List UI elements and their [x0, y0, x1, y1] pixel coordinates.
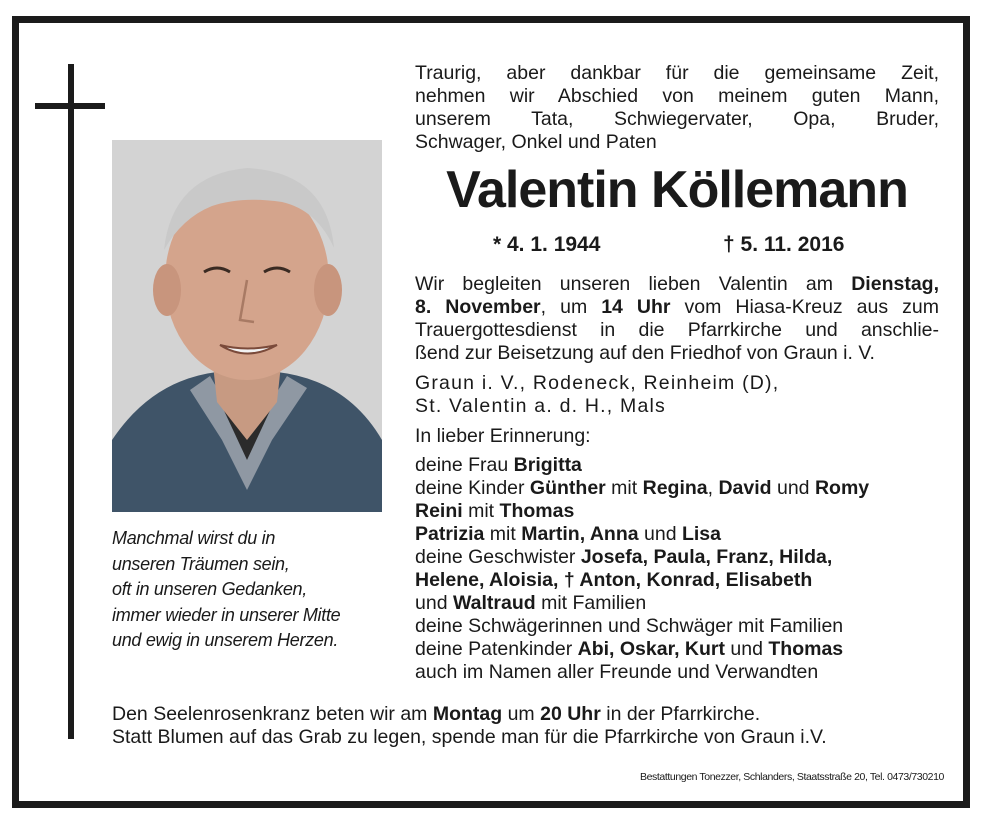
- ceremony-line: ßend zur Beisetzung auf den Friedhof von Graun i. V.: [415, 342, 875, 364]
- text: und: [725, 638, 769, 660]
- text: , um: [540, 296, 602, 318]
- family-line: deine Schwägerinnen und Schwäger mit Familien: [415, 615, 844, 637]
- text: deine Frau: [415, 454, 514, 476]
- text: vom Hiasa-Kreuz aus zum: [670, 296, 939, 318]
- intro-line: unserem Tata, Schwiegervater, Opa, Bruder,: [415, 108, 939, 130]
- family-line: [415, 569, 939, 592]
- rosary-line: [112, 703, 939, 726]
- birth-date: * 4. 1. 1944: [493, 233, 601, 256]
- text: und: [771, 477, 815, 499]
- deceased-name: Valentin Köllemann: [446, 161, 908, 219]
- poem-line: immer wieder in unserer Mitte: [112, 604, 341, 625]
- places-line: Graun i. V., Rodeneck, Reinheim (D),: [415, 372, 780, 394]
- ceremony-line: Trauergottesdienst in die Pfarrkirche und anschlie-: [415, 319, 939, 341]
- text: in der Pfarrkirche.: [600, 703, 761, 725]
- time-highlight: 20 Uhr: [540, 703, 601, 725]
- family-line: [415, 592, 939, 615]
- family-line: auch im Namen aller Freunde und Verwandten: [415, 661, 819, 683]
- intro-text: [415, 62, 939, 154]
- memory-label: In lieber Erinnerung:: [415, 425, 591, 447]
- text: mit: [462, 500, 500, 522]
- family-line: [415, 638, 939, 661]
- family-name: Romy: [814, 477, 870, 499]
- family-name: Günther: [529, 477, 606, 499]
- family-line: [415, 523, 939, 546]
- text: und: [638, 523, 682, 545]
- portrait-photo: [112, 140, 382, 512]
- text: mit: [484, 523, 522, 545]
- family-name: Helene, Aloisia, † Anton, Konrad, Elisabeth: [415, 569, 813, 591]
- memorial-poem: [112, 526, 412, 654]
- family-name: Brigitta: [513, 454, 582, 476]
- text: mit Familien: [535, 592, 647, 614]
- family-name: Reini: [415, 500, 463, 522]
- family-line: [415, 546, 939, 569]
- death-date: † 5. 11. 2016: [723, 233, 845, 256]
- family-list: [415, 425, 939, 684]
- poem-line: oft in unseren Gedanken,: [112, 579, 307, 599]
- family-name: Martin, Anna: [521, 523, 639, 545]
- family-line: [415, 454, 939, 477]
- family-name: Regina: [642, 477, 708, 499]
- text: deine Kinder: [415, 477, 530, 499]
- intro-line: nehmen wir Abschied von meinem guten Mann,: [415, 85, 939, 107]
- text: um: [502, 703, 541, 725]
- cross-icon: [68, 64, 74, 739]
- poem-line: unseren Träumen sein,: [112, 553, 290, 574]
- family-name: Patrizia: [415, 523, 485, 545]
- text: mit: [605, 477, 643, 499]
- text: Wir begleiten unseren lieben Valentin am: [415, 273, 852, 295]
- day-highlight: Dienstag,: [851, 273, 939, 295]
- poem-line: und ewig in unserem Herzen.: [112, 630, 339, 650]
- text: ,: [707, 477, 719, 499]
- intro-line: Traurig, aber dankbar für die gemeinsame Zeit,: [415, 62, 939, 84]
- family-name: Waltraud: [452, 592, 536, 614]
- funeral-home-credit: Bestattungen Tonezzer, Schlanders, Staatsstraße 20, Tel. 0473/730210: [640, 771, 944, 783]
- poem-line: Manchmal wirst du in: [112, 528, 276, 548]
- flowers-line: Statt Blumen auf das Grab zu legen, spende man für die Pfarrkirche von Graun i.V.: [112, 726, 827, 748]
- intro-line: Schwager, Onkel und Paten: [415, 131, 657, 153]
- text: deine Geschwister: [415, 546, 581, 568]
- ceremony-line: [415, 273, 939, 296]
- family-name: Josefa, Paula, Franz, Hilda,: [580, 546, 833, 568]
- family-name: Thomas: [768, 638, 844, 660]
- family-name: Thomas: [499, 500, 575, 522]
- places-text: [415, 372, 939, 418]
- text: und: [415, 592, 453, 614]
- life-dates: [415, 230, 939, 260]
- family-name: David: [718, 477, 772, 499]
- places-line: St. Valentin a. d. H., Mals: [415, 395, 666, 417]
- time-highlight: 14 Uhr: [601, 296, 671, 318]
- text: Den Seelenrosenkranz beten wir am: [112, 703, 433, 725]
- text: deine Patenkinder: [415, 638, 578, 660]
- family-name: Lisa: [681, 523, 721, 545]
- closing-text: [112, 703, 939, 749]
- day-highlight: Montag: [432, 703, 503, 725]
- family-line: [415, 477, 939, 500]
- ceremony-line: [415, 296, 939, 319]
- date-highlight: 8. November: [415, 296, 541, 318]
- cross-icon-bar: [35, 103, 105, 109]
- family-name: Abi, Oskar, Kurt: [577, 638, 725, 660]
- family-line: [415, 500, 939, 523]
- ceremony-text: [415, 273, 939, 365]
